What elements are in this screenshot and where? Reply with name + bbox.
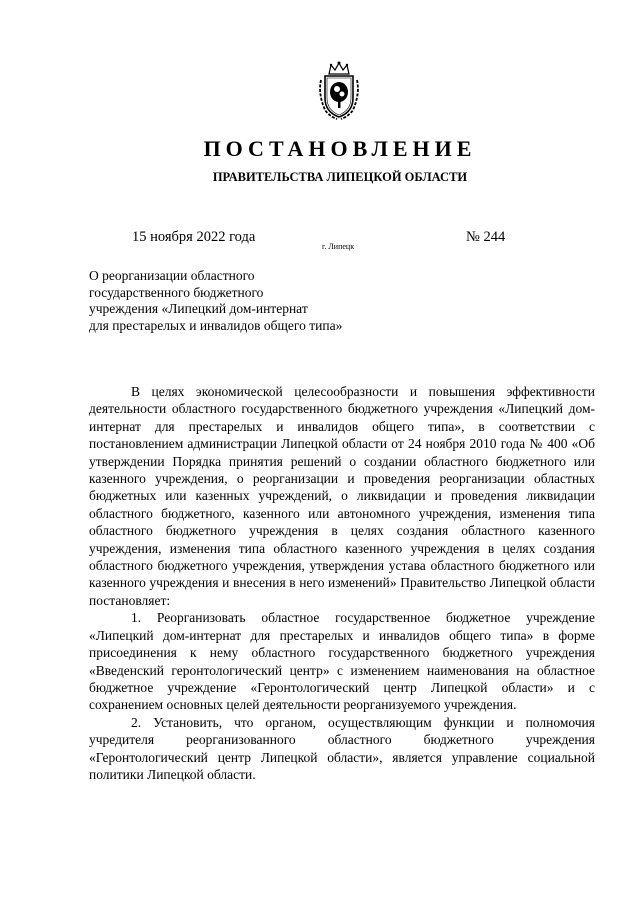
document-number: № 244 <box>466 229 506 245</box>
document-date: 15 ноября 2022 года <box>132 229 256 245</box>
coat-of-arms-icon <box>317 60 361 120</box>
issuing-authority: ПРАВИТЕЛЬСТВА ЛИПЕЦКОЙ ОБЛАСТИ <box>212 170 468 184</box>
document-title: ПОСТАНОВЛЕНИЕ <box>203 136 477 161</box>
heading-line: государственного бюджетного <box>89 284 264 300</box>
document-body <box>89 383 595 783</box>
clause-1: 1. Реорганизовать областное государственное бюджетное учреждение «Липецкий дом-интернат для престарелых и инвалидов общего типа» в форме присоединения к нему областного государственного бюджетного учреждения «Введенский геронтологический центр» с изменением наименования на областное бюджетное учреждение «Геронтологический центр Липецкой области» и с сохранением основных целей деятельности реорганизуемого учреждения. <box>89 610 595 713</box>
document-heading <box>89 268 389 334</box>
preamble-paragraph: В целях экономической целесообразности и повышения эффективности деятельности областного государственного бюджетного учреждения «Липецкий дом-интернат для престарелых и инвалидов общего типа», в соответствии с постановлением администрации Липецкой области от 24 ноября 2010 года № 400 «Об утверждении Порядка принятия решений о создании областного бюджетного или казенного учреждения, о реорганизации и проведения реорганизации областных бюджетных или казенных учреждений, о ликвидации и проведения ликвидации областного бюджетного, казенного или автономного учреждения, изменения типа областного бюджетного учреждения в целях создания областного казенного учреждения, изменения типа областного казенного учреждения в целях создания областного бюджетного учреждения, утверждения устава областного бюджетного или казенного учреждения и внесения в него изменений» Правительство Липецкой области постановляет: <box>89 384 595 608</box>
heading-line: учреждения «Липецкий дом-интернат <box>89 301 308 316</box>
clause-2: 2. Установить, что органом, осуществляющим функции и полномочия учредителя реорганизованного областного бюджетного учреждения «Геронтологический центр Липецкой области», является управление социальной политики Липецкой области. <box>89 714 595 782</box>
heading-line: О реорганизации областного <box>89 268 255 283</box>
heading-line: для престарелых и инвалидов общего типа» <box>89 317 343 333</box>
document-place: г. Липецк <box>322 242 355 251</box>
